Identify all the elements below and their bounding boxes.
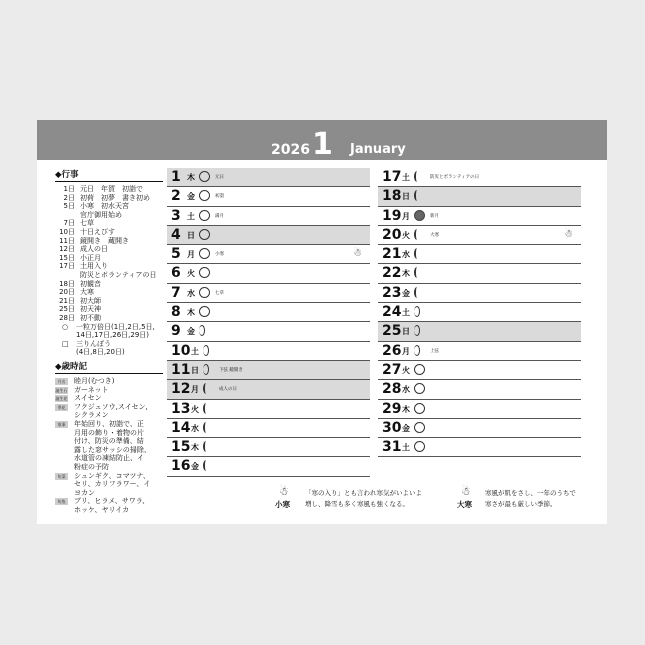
moon-phase-icon [414, 325, 420, 336]
weekday-label: 日 [402, 327, 410, 337]
event-row [55, 185, 163, 194]
event-date [55, 271, 80, 280]
legend-row [55, 348, 163, 357]
day-note: 七草 [215, 290, 224, 296]
day-row[interactable] [167, 187, 370, 206]
weekday-label: 土 [402, 173, 410, 182]
day-number: 22 [382, 265, 402, 282]
footer-right-label: 大寒 [457, 500, 472, 509]
day-number: 30 [382, 419, 402, 436]
weekday-label: 土 [402, 308, 410, 318]
seasonal-row [55, 437, 163, 446]
weekday-label: 土 [191, 346, 199, 356]
moon-phase-icon [414, 306, 420, 317]
weekday-label: 水 [402, 250, 410, 260]
day-row[interactable] [378, 245, 581, 264]
seasonal-row [55, 411, 163, 420]
event-date: 12日 [59, 245, 75, 254]
day-row[interactable] [167, 245, 370, 264]
seasonal-text: シュンギク、コマツナ、 [74, 471, 150, 480]
weekday-label: 月 [402, 346, 410, 356]
weekday-label: 水 [191, 423, 199, 433]
full-moon-icon [414, 364, 425, 375]
event-text: 元日 年賀 初詣で [80, 185, 143, 193]
legend-mark: □ [62, 339, 69, 348]
weekday-label: 火 [402, 230, 410, 240]
footer-right-line1: 寒風が肌をさし、一年のうちで [485, 489, 576, 497]
seasonal-row [55, 420, 163, 429]
day-number: 3 [171, 207, 181, 224]
event-text: 七草 [80, 219, 94, 228]
day-number: 2 [171, 188, 181, 205]
moon-phase-icon [414, 248, 420, 259]
legend-mark: ○ [62, 322, 69, 331]
seasonal-text: 年始回り、初詣で、正 [74, 419, 144, 428]
moon-phase-icon [203, 345, 209, 356]
full-moon-icon [199, 306, 210, 317]
seasonal-tag [55, 412, 68, 419]
seasonal-tag [55, 464, 68, 471]
event-date [55, 211, 80, 220]
moon-phase-icon [414, 267, 420, 278]
day-row[interactable] [167, 419, 370, 438]
seasonal-text: セリ、カリフラワー、イ [74, 480, 151, 489]
day-number: 1 [171, 169, 181, 185]
weekday-label: 金 [187, 327, 195, 337]
weekday-label: 日 [402, 192, 410, 202]
seasonal-row [55, 497, 163, 506]
moon-phase-icon [203, 441, 209, 452]
weekday-label: 水 [187, 288, 195, 298]
weekday-label: 水 [402, 385, 410, 395]
days-column-left [167, 168, 370, 477]
event-row [55, 262, 163, 271]
day-note: 初詣 [215, 194, 224, 200]
month-name: January [350, 142, 406, 157]
day-note: 元日 [215, 175, 224, 180]
day-row[interactable] [167, 342, 370, 361]
moon-phase-icon [203, 364, 209, 375]
day-number: 27 [382, 361, 402, 378]
full-moon-icon [414, 403, 425, 414]
moon-phase-icon [414, 229, 420, 240]
seasonal-tag [55, 438, 68, 445]
day-note: 防災とボランティアの日 [430, 175, 480, 180]
weekday-label: 月 [191, 385, 199, 395]
weekday-label: 月 [402, 211, 410, 221]
day-number: 4 [171, 226, 181, 243]
footer-left-line2: 増し、降雪も多く寒風も強くなる。 [305, 500, 409, 508]
snowman-icon: ☃ [461, 485, 471, 498]
day-number: 8 [171, 304, 181, 321]
seasonal-row [55, 377, 163, 386]
footer-left-label: 小寒 [275, 500, 290, 509]
day-row[interactable] [167, 361, 370, 380]
day-row[interactable] [378, 284, 581, 303]
day-number: 12 [171, 381, 191, 398]
event-row [55, 254, 163, 263]
full-moon-icon [199, 190, 210, 201]
day-row[interactable] [378, 400, 581, 419]
day-row[interactable] [167, 264, 370, 283]
day-number: 13 [171, 400, 191, 417]
weekday-label: 金 [187, 192, 195, 202]
event-date: 20日 [59, 288, 75, 297]
event-row [55, 280, 163, 289]
month-header [37, 120, 607, 160]
event-date: 5日 [63, 202, 75, 211]
seasonal-tag: 旬魚 [55, 498, 68, 505]
day-row[interactable] [378, 207, 581, 226]
day-number: 21 [382, 246, 402, 263]
event-date: 10日 [59, 227, 75, 236]
event-text: 官庁御用始め [80, 210, 122, 219]
seasonal-row [55, 489, 163, 498]
day-note: 新月 [430, 213, 439, 219]
event-text: 防災とボランティアの日 [80, 270, 157, 279]
legend-text: 三りんぼう [76, 339, 111, 348]
day-number: 23 [382, 284, 402, 301]
seasonal-text: スイセン [74, 394, 102, 403]
seasonal-tag [55, 481, 68, 488]
seasonal-text: フクジュソウ,スイセン, [74, 402, 148, 411]
day-row[interactable] [167, 303, 370, 322]
seasonal-row [55, 506, 163, 515]
moon-phase-icon [199, 325, 205, 336]
snowman-icon: ☃ [279, 485, 289, 498]
event-date: 21日 [59, 296, 75, 305]
event-date: 7日 [63, 219, 75, 228]
full-moon-icon [414, 422, 425, 433]
seasonal-tag [55, 430, 68, 437]
event-date: 11日 [59, 236, 75, 245]
seasonal-tag: 誕生花 [55, 396, 68, 402]
day-row[interactable] [378, 187, 581, 206]
weekday-label: 月 [187, 250, 195, 260]
full-moon-icon [414, 383, 425, 394]
weekday-label: 金 [402, 288, 410, 298]
event-row [55, 288, 163, 297]
event-text: 初天神 [80, 305, 101, 314]
event-date: 2日 [63, 193, 75, 202]
seasonal-tag [55, 447, 68, 454]
full-moon-icon [199, 171, 210, 182]
events-panel [55, 168, 163, 357]
event-text: 小正月 [80, 253, 101, 262]
seasonal-tag: 誕生石 [55, 387, 68, 393]
day-row[interactable] [167, 438, 370, 457]
day-number: 5 [171, 246, 181, 263]
seasonal-row [55, 394, 163, 403]
seasonal-tag: 家事 [55, 421, 68, 428]
seasonal-text: 露した窓サッシの掃除、 [74, 445, 151, 454]
weekday-label: 火 [187, 269, 195, 279]
event-row [55, 194, 163, 203]
day-number: 16 [171, 458, 191, 475]
seasonal-text: シクラメン [74, 411, 109, 420]
event-date: 17日 [59, 262, 75, 271]
moon-phase-icon [414, 287, 420, 298]
event-row [55, 297, 163, 306]
full-moon-icon [199, 248, 210, 259]
year-label: 2026 [271, 142, 310, 158]
weekday-label: 土 [187, 211, 195, 221]
day-row[interactable] [378, 342, 581, 361]
weekday-label: 火 [191, 404, 199, 414]
day-row[interactable] [167, 226, 370, 245]
day-number: 17 [382, 169, 402, 185]
seasonal-text: ガーネット [74, 385, 109, 394]
weekday-label: 日 [187, 230, 195, 240]
moon-phase-icon [203, 422, 209, 433]
legend-mark [62, 331, 70, 338]
new-moon-icon [414, 210, 425, 221]
event-row [55, 202, 163, 211]
seasonal-title: ◆歳時記 [55, 360, 163, 374]
weekday-label: 木 [402, 404, 410, 414]
legend-mark [62, 348, 70, 355]
day-note: 満月 [215, 213, 224, 219]
seasonal-text: ヨカン [74, 488, 95, 497]
day-row[interactable] [167, 400, 370, 419]
event-row [55, 245, 163, 254]
footer-left-line1: 「寒の入り」とも言われ寒気がいよいよ [305, 489, 422, 497]
day-row[interactable] [378, 168, 581, 187]
days-column-right [378, 168, 581, 457]
seasonal-tag: 旬菜 [55, 473, 68, 480]
day-number: 25 [382, 323, 402, 340]
event-row [55, 314, 163, 323]
day-number: 20 [382, 226, 402, 243]
event-date: 1日 [63, 185, 75, 193]
event-text: 成人の日 [80, 245, 108, 254]
weekday-label: 金 [402, 423, 410, 433]
event-row [55, 211, 163, 220]
day-number: 9 [171, 323, 181, 340]
day-row[interactable] [167, 207, 370, 226]
event-date: 25日 [59, 305, 75, 314]
weekday-label: 日 [191, 365, 199, 375]
moon-phase-icon [203, 460, 209, 471]
day-row[interactable] [378, 380, 581, 399]
seasonal-text: 水道管の凍結防止、イ [74, 454, 144, 463]
day-number: 18 [382, 188, 402, 205]
seasonal-row [55, 454, 163, 463]
seasonal-tag [55, 507, 68, 514]
weekday-label: 木 [191, 443, 199, 453]
event-text: 大寒 [80, 288, 94, 297]
seasonal-tag: 月名 [55, 378, 68, 385]
legend-text: (4日,8日,20日) [76, 348, 125, 357]
day-row[interactable] [378, 361, 581, 380]
event-date: 18日 [59, 279, 75, 288]
event-row [55, 305, 163, 314]
day-row[interactable] [167, 168, 370, 187]
event-text: 鏡開き 蔵開き [80, 236, 129, 245]
day-number: 10 [171, 342, 191, 359]
seasonal-tag [55, 455, 68, 462]
legend-text: 一粒万倍日(1日,2日,5日, [76, 322, 155, 331]
weekday-label: 火 [402, 365, 410, 375]
full-moon-icon [199, 210, 210, 221]
full-moon-icon [199, 287, 210, 298]
moon-phase-icon [203, 403, 209, 414]
day-row[interactable] [167, 284, 370, 303]
weekday-label: 木 [402, 269, 410, 279]
seasonal-text: ブリ、ヒラメ、サワラ、 [74, 497, 150, 506]
day-number: 7 [171, 284, 181, 301]
day-note: 上弦 [430, 348, 439, 354]
day-number: 31 [382, 439, 402, 456]
moon-phase-icon [414, 190, 420, 201]
full-moon-icon [414, 441, 425, 452]
day-number: 29 [382, 400, 402, 417]
seasonal-text: 睦月(むつき) [74, 377, 115, 385]
day-row[interactable] [167, 380, 370, 399]
seasonal-row [55, 472, 163, 481]
footer-right-line2: 寒さが最も厳しい季節。 [485, 500, 557, 508]
day-row[interactable] [378, 438, 581, 457]
day-note: 成人の日 [219, 387, 237, 393]
event-text: 初大師 [80, 296, 101, 305]
seasonal-row [55, 463, 163, 472]
event-text: 土用入り [80, 262, 108, 271]
event-date: 28日 [59, 313, 75, 322]
seasonal-text: 粉症の予防 [74, 462, 109, 471]
day-row[interactable] [378, 419, 581, 438]
day-row[interactable] [378, 303, 581, 322]
moon-phase-icon [414, 345, 420, 356]
day-row[interactable] [167, 322, 370, 341]
event-text: 初不動 [80, 313, 101, 322]
day-number: 6 [171, 265, 181, 282]
day-number: 24 [382, 304, 402, 321]
seasonal-row [55, 386, 163, 395]
seasonal-text: 付け、防災の準備、結 [74, 437, 144, 446]
weekday-label: 木 [187, 173, 195, 182]
month-number: 1 [312, 127, 333, 162]
snowman-icon: ☃ [353, 248, 362, 260]
event-text: 小寒 初水天宮 [80, 202, 129, 211]
seasonal-row [55, 429, 163, 438]
day-note: 下弦 鏡開き [219, 367, 243, 373]
event-row [55, 237, 163, 246]
day-number: 14 [171, 419, 191, 436]
day-note: 小寒 [215, 252, 224, 258]
day-number: 19 [382, 207, 402, 224]
event-text: 初観音 [80, 279, 101, 288]
seasonal-tag: 季花 [55, 404, 68, 411]
weekday-label: 金 [191, 462, 199, 472]
snowman-icon: ☃ [564, 228, 573, 240]
weekday-label: 木 [187, 308, 195, 318]
event-text: 十日えびす [80, 227, 115, 236]
weekday-label: 土 [402, 443, 410, 453]
event-text: 初荷 初夢 書き初め [80, 193, 150, 202]
seasonal-tag [55, 490, 68, 497]
events-title: ◆行事 [55, 168, 163, 182]
calendar-page [37, 120, 607, 524]
day-number: 11 [171, 361, 191, 378]
day-row[interactable] [378, 322, 581, 341]
event-row [55, 228, 163, 237]
moon-phase-icon [414, 171, 420, 182]
day-number: 15 [171, 439, 191, 456]
day-number: 28 [382, 381, 402, 398]
seasonal-text: ホッケ、ヤリイカ [74, 505, 130, 514]
seasonal-text: 月用の飾り・着物の片 [74, 428, 144, 437]
day-row[interactable] [378, 226, 581, 245]
seasonal-row [55, 403, 163, 412]
full-moon-icon [199, 267, 210, 278]
moon-phase-icon [203, 383, 209, 394]
legend-row [55, 323, 163, 332]
day-row[interactable] [167, 457, 370, 476]
event-row [55, 219, 163, 228]
day-note: 大寒 [430, 232, 439, 238]
legend-row [55, 331, 163, 340]
legend-text: 14日,17日,26日,29日) [76, 331, 150, 340]
event-date: 15日 [59, 253, 75, 262]
full-moon-icon [199, 229, 210, 240]
legend-row [55, 340, 163, 349]
seasonal-row [55, 480, 163, 489]
seasonal-panel [55, 360, 163, 515]
event-row [55, 271, 163, 280]
day-number: 26 [382, 342, 402, 359]
day-row[interactable] [378, 264, 581, 283]
